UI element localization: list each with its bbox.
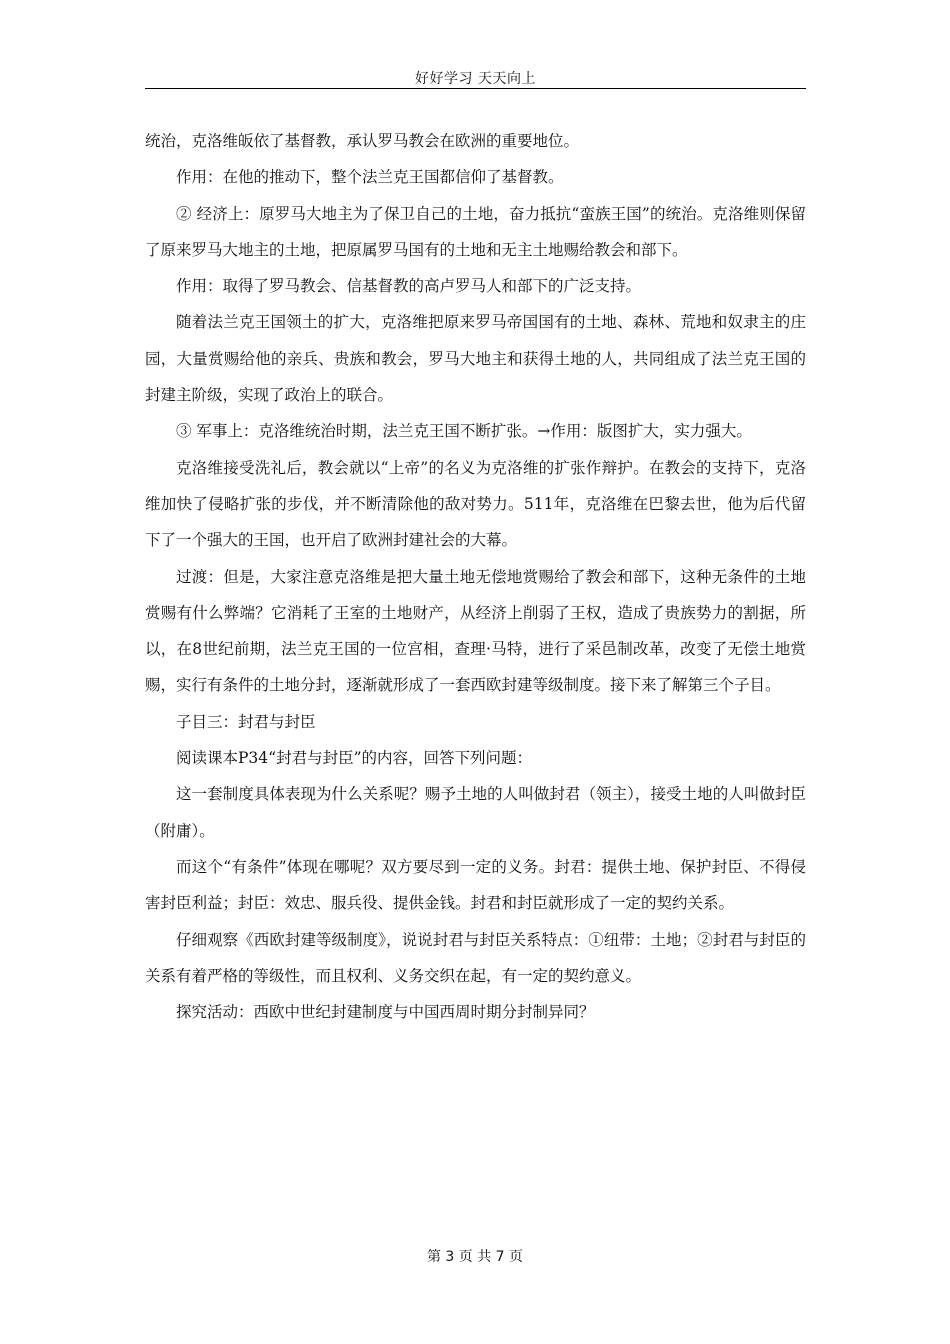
page-footer-number: 第 3 页 共 7 页 bbox=[426, 1249, 524, 1265]
paragraph: 仔细观察《西欧封建等级制度》，说说封君与封臣关系特点：①纽带：土地；②封君与封臣的关系有着严格的等级性，而且权利、义务交织在起，有一定的契约意义。 bbox=[145, 930, 806, 985]
paragraph: 子目三：封君与封臣 bbox=[176, 712, 316, 731]
paragraph: 随着法兰克王国领土的扩大，克洛维把原来罗马帝国国有的土地、森林、荒地和奴隶主的庄园，大量赏赐给他的亲兵、贵族和教会，罗马大地主和获得土地的人，共同组成了法兰克王国的封建主阶级，实现了政治上的联合。 bbox=[145, 313, 806, 405]
paragraph: ② 经济上：原罗马大地主为了保卫自己的土地，奋力抵抗“蛮族王国”的统治。克洛维则保留了原来罗马大地主的土地，把原属罗马国有的土地和无主土地赐给教会和部下。 bbox=[145, 204, 806, 259]
paragraph: ③ 军事上：克洛维统治时期，法兰克王国不断扩张。→作用：版图扩大，实力强大。 bbox=[176, 422, 752, 441]
paragraph: 作用：取得了罗马教会、信基督教的高卢罗马人和部下的广泛支持。 bbox=[176, 277, 642, 296]
paragraph: 过渡：但是，大家注意克洛维是把大量土地无偿地赏赐给了教会和部下，这种无条件的土地赏赐有什么弊端？它消耗了王室的土地财产，从经济上削弱了王权，造成了贵族势力的割据，所以，在8世纪前期，法兰克王国的一位宫相，查理·马特，进行了采邑制改革，改变了无偿土地赏赐，实行有条件的土地分封，逐渐就形成了一套西欧封建等级制度。接下来了解第三个子目。 bbox=[145, 567, 806, 695]
document-body bbox=[145, 123, 806, 1030]
paragraph: 阅读课本P34“封君与封臣”的内容，回答下列问题： bbox=[176, 749, 533, 768]
header-rule bbox=[145, 88, 806, 89]
paragraph: 这一套制度具体表现为什么关系呢？赐予土地的人叫做封君（领主），接受土地的人叫做封臣（附庸）。 bbox=[145, 785, 806, 840]
paragraph: 统治，克洛维皈依了基督教，承认罗马教会在欧洲的重要地位。 bbox=[145, 132, 580, 150]
paragraph: 而这个“有条件”体现在哪呢？双方要尽到一定的义务。封君：提供土地、保护封臣、不得侵害封臣利益；封臣：效忠、服兵役、提供金钱。封君和封臣就形成了一定的契约关系。 bbox=[145, 857, 806, 913]
paragraph: 探究活动：西欧中世纪封建制度与中国西周时期分封制异同？ bbox=[176, 1003, 595, 1022]
paragraph: 作用：在他的推动下，整个法兰克王国都信仰了基督教。 bbox=[176, 168, 564, 187]
page-header-title: 好好学习 天天向上 bbox=[415, 71, 536, 87]
paragraph: 克洛维接受洗礼后，教会就以“上帝”的名义为克洛维的扩张作辩护。在教会的支持下，克洛维加快了侵略扩张的步伐，并不断清除他的敌对势力。511年，克洛维在巴黎去世，他为后代留下了一个强大的王国，也开启了欧洲封建社会的大幕。 bbox=[145, 458, 806, 550]
